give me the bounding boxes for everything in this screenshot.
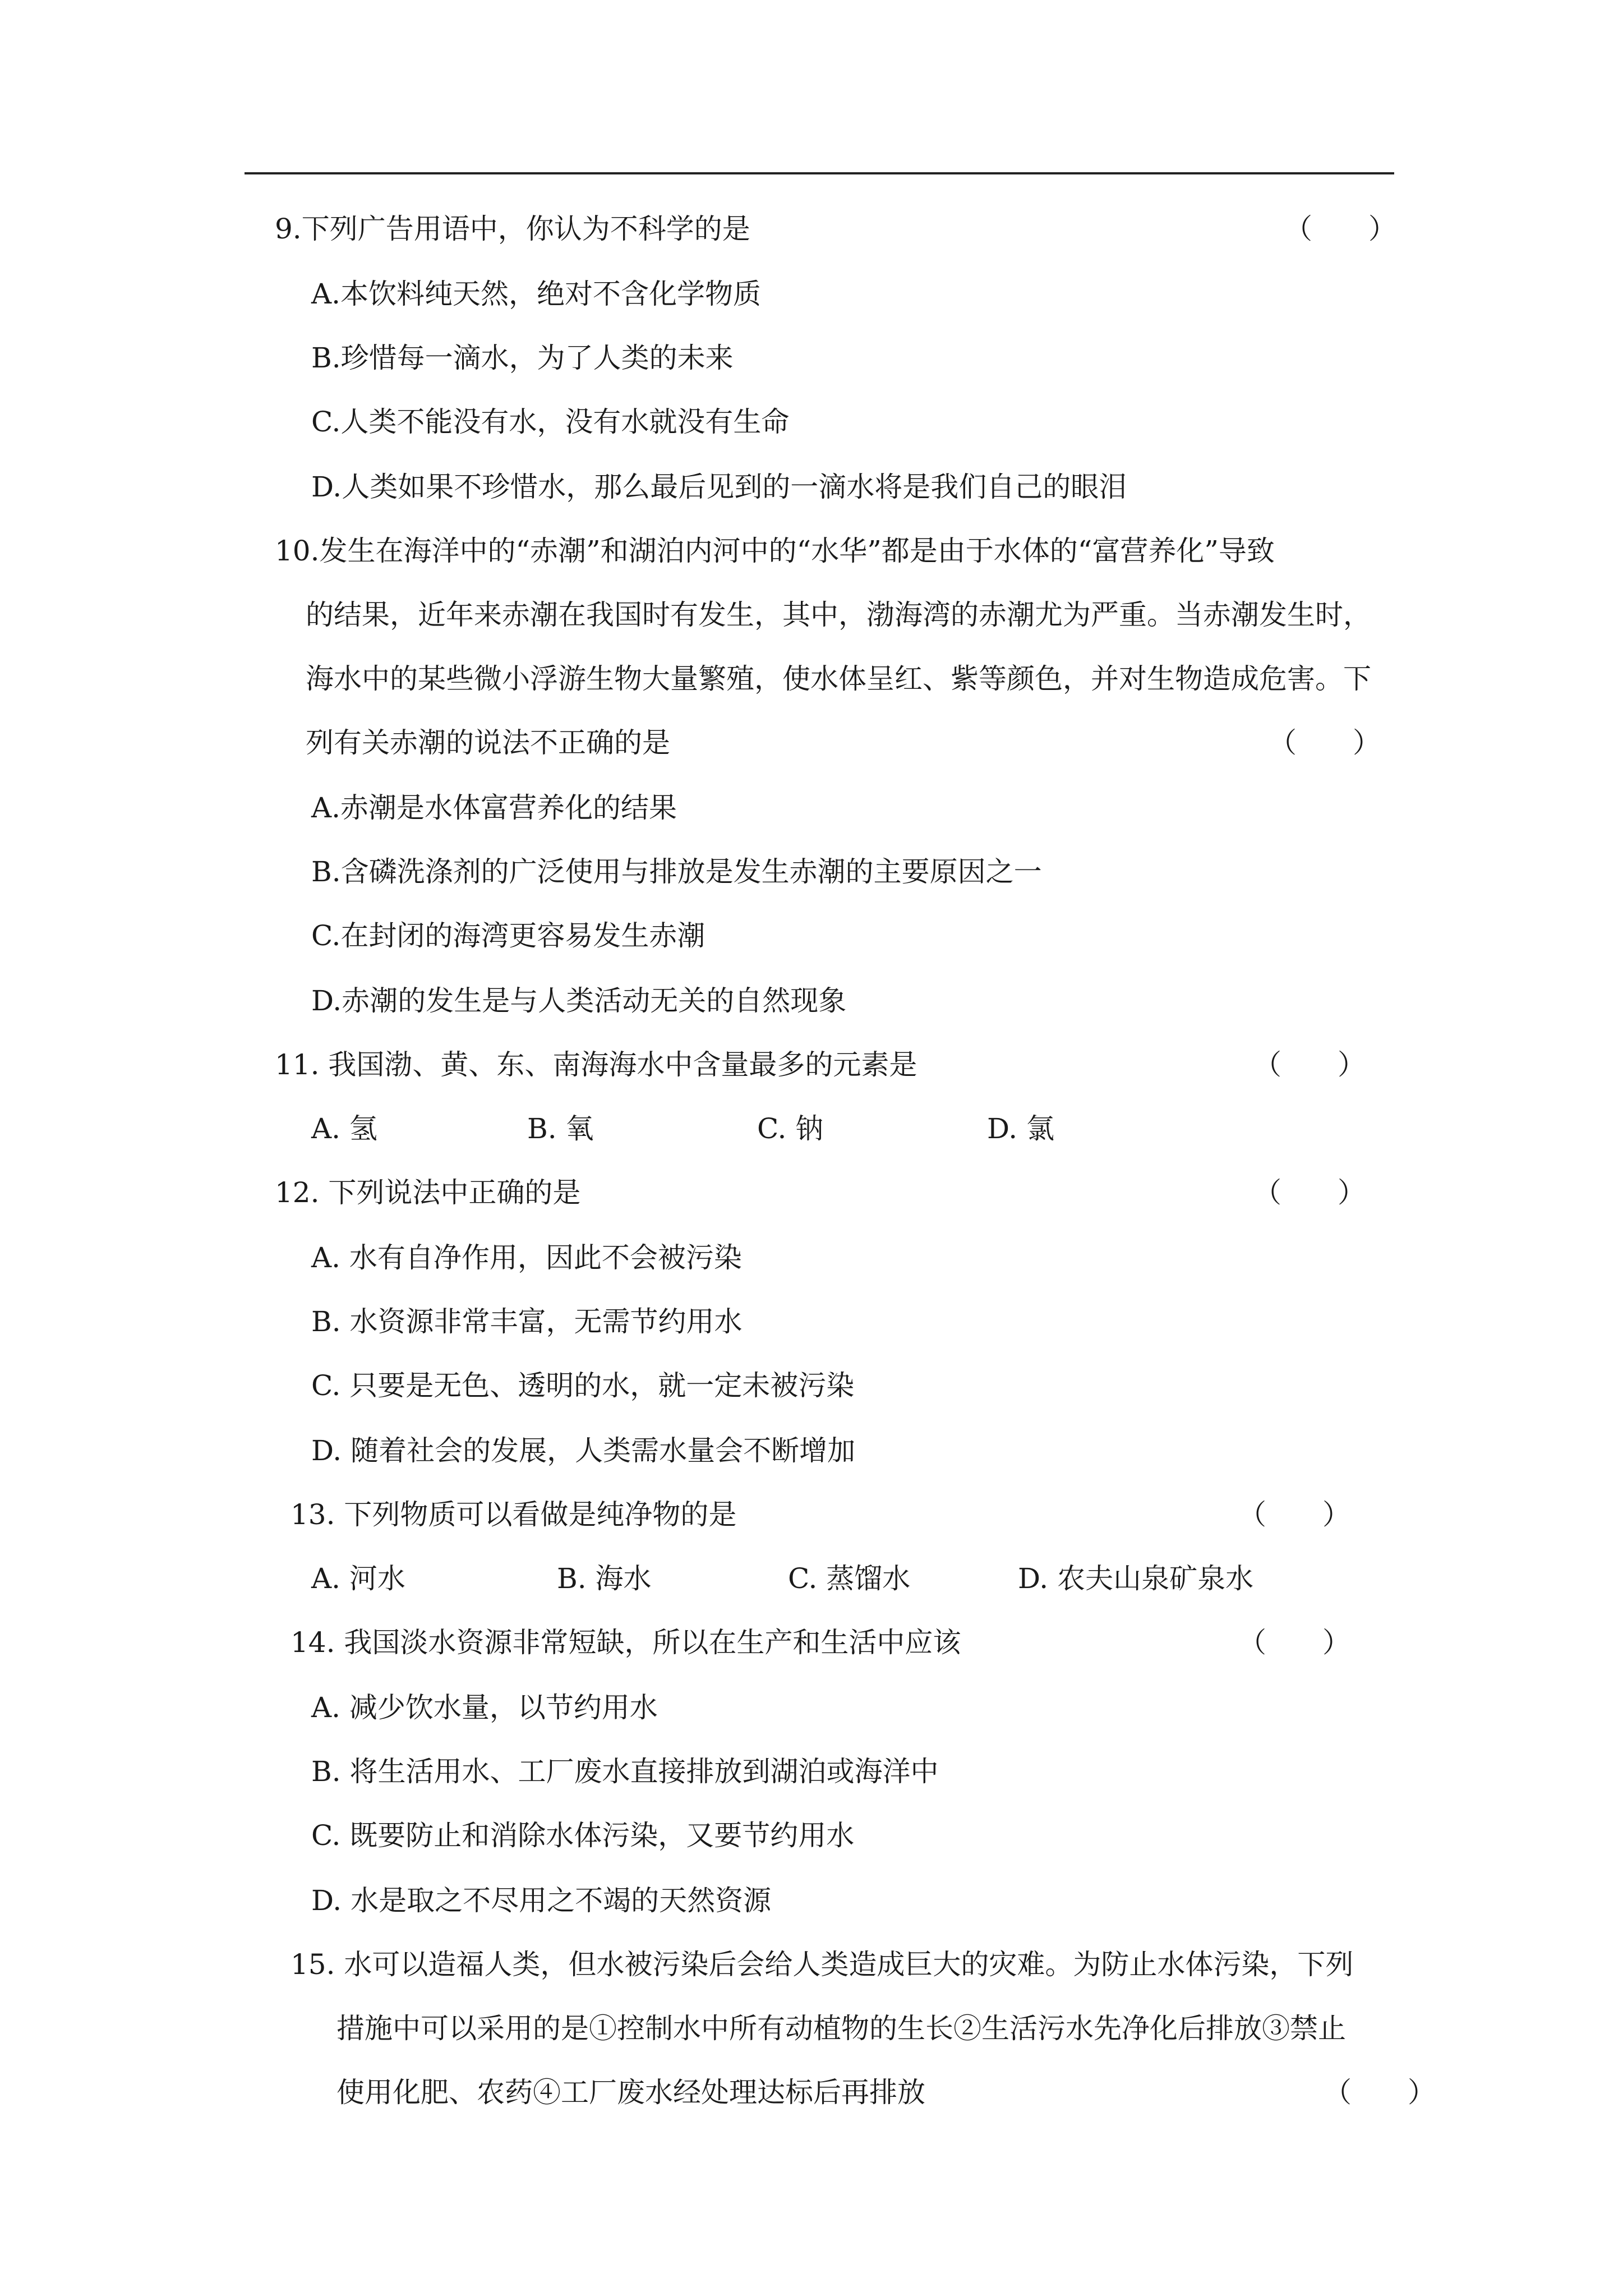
question-14-stem: 14. 我国淡水资源非常短缺，所以在生产和生活中应该 [291,1626,961,1659]
question-12-option-c: C. 只要是无色、透明的水，就一定未被污染 [311,1369,855,1402]
question-13-option-d: D. 农夫山泉矿泉水 [1018,1562,1254,1595]
header-rule [245,172,1394,174]
question-10-stem-line-1: 10.发生在海洋中的“赤潮”和湖泊内河中的“水华”都是由于水体的“富营养化”导致 [275,535,1275,567]
question-11-option-a: A. 氢 [311,1112,377,1145]
question-12-stem: 12. 下列说法中正确的是 [275,1176,581,1209]
question-15-stem-line-2: 措施中可以采用的是①控制水中所有动植物的生长②生活污水先净化后排放③禁止 [336,2012,1346,2045]
question-9-option-a: A.本饮料纯天然，绝对不含化学物质 [311,278,762,310]
question-10-stem-line-3: 海水中的某些微小浮游生物大量繁殖，使水体呈红、紫等颜色，并对生物造成危害。下 [306,662,1371,695]
question-13-option-b: B. 海水 [557,1562,652,1595]
question-9-stem: 9.下列广告用语中，你认为不科学的是 [275,213,750,245]
question-14-option-c: C. 既要防止和消除水体污染，又要节约用水 [311,1819,855,1852]
question-10-option-d: D.赤潮的发生是与人类活动无关的自然现象 [311,984,847,1017]
question-13-answer-blank: （ ） [1238,1498,1350,1531]
question-11-option-d: D. 氯 [987,1112,1055,1145]
question-13-option-c: C. 蒸馏水 [788,1562,911,1595]
question-10-option-b: B.含磷洗涤剂的广泛使用与排放是发生赤潮的主要原因之一 [311,855,1042,888]
question-11-option-b: B. 氧 [527,1112,594,1145]
question-10-answer-blank: （ ） [1269,726,1381,759]
question-13-option-a: A. 河水 [311,1562,405,1595]
question-11-stem: 11. 我国渤、黄、东、南海海水中含量最多的元素是 [275,1048,917,1081]
question-14-option-b: B. 将生活用水、工厂废水直接排放到湖泊或海洋中 [311,1755,939,1788]
question-12-option-a: A. 水有自净作用，因此不会被污染 [311,1241,742,1274]
question-15-answer-blank: （ ） [1324,2076,1436,2109]
question-10-option-c: C.在封闭的海湾更容易发生赤潮 [311,919,706,952]
question-9-answer-blank: （ ） [1284,213,1396,245]
question-9-option-d: D.人类如果不珍惜水，那么最后见到的一滴水将是我们自己的眼泪 [311,471,1127,503]
question-11-option-c: C. 钠 [757,1112,824,1145]
question-14-option-a: A. 减少饮水量，以节约用水 [311,1691,658,1724]
question-14-answer-blank: （ ） [1238,1626,1350,1659]
question-14-option-d: D. 水是取之不尽用之不竭的天然资源 [311,1884,772,1917]
question-9-option-c: C.人类不能没有水，没有水就没有生命 [311,406,790,438]
question-9-option-b: B.珍惜每一滴水，为了人类的未来 [311,342,734,374]
question-12-answer-blank: （ ） [1253,1176,1366,1209]
question-12-option-b: B. 水资源非常丰富，无需节约用水 [311,1305,743,1338]
question-13-stem: 13. 下列物质可以看做是纯净物的是 [291,1498,737,1531]
question-10-stem-line-2: 的结果，近年来赤潮在我国时有发生，其中，渤海湾的赤潮尤为严重。当赤潮发生时， [306,599,1371,631]
question-15-stem-line-3: 使用化肥、农药④工厂废水经处理达标后再排放 [336,2076,925,2109]
question-10-option-a: A.赤潮是水体富营养化的结果 [311,792,677,824]
question-11-answer-blank: （ ） [1253,1048,1366,1081]
question-15-stem-line-1: 15. 水可以造福人类，但水被污染后会给人类造成巨大的灾难。为防止水体污染，下列 [291,1948,1354,1981]
question-12-option-d: D. 随着社会的发展，人类需水量会不断增加 [311,1434,856,1467]
question-10-stem-line-4: 列有关赤潮的说法不正确的是 [306,726,670,759]
